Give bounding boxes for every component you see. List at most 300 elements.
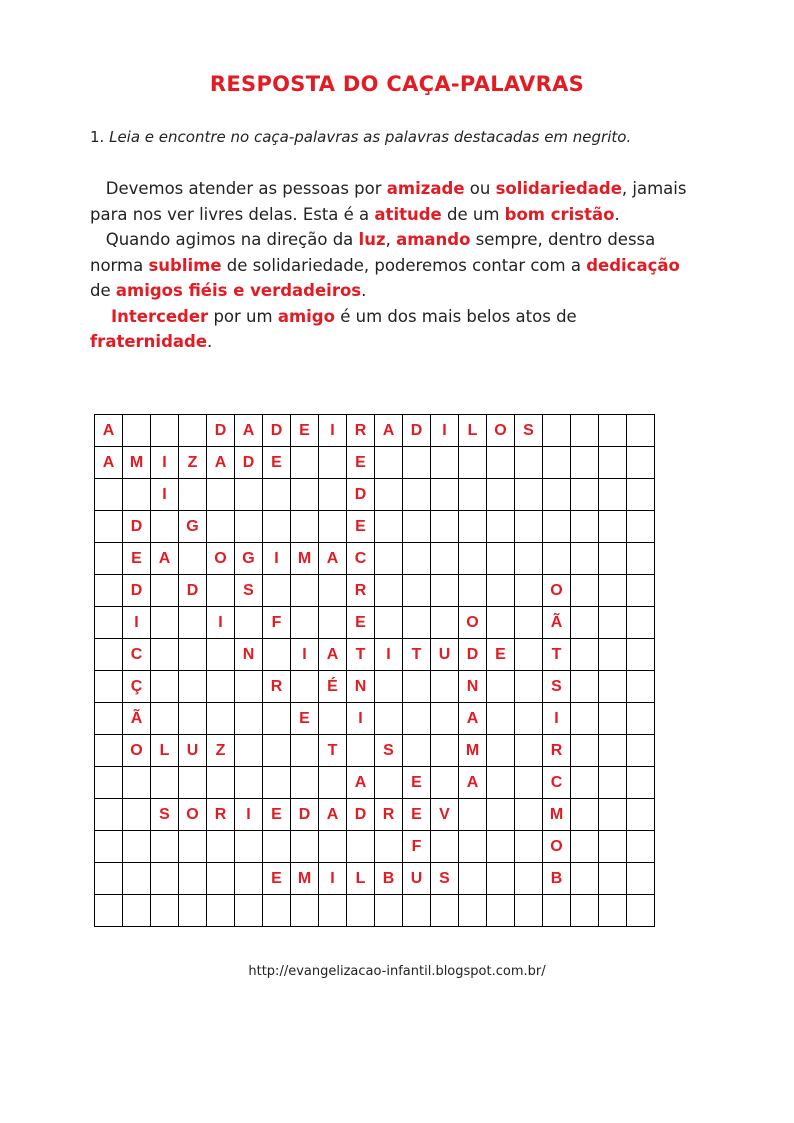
grid-cell xyxy=(235,511,263,543)
paragraph-text: norma xyxy=(90,255,149,275)
grid-cell xyxy=(151,607,179,639)
grid-cell xyxy=(319,767,347,799)
grid-cell: M xyxy=(291,543,319,575)
grid-cell xyxy=(291,831,319,863)
paragraph-text: , jamais xyxy=(621,179,687,198)
paragraph-line xyxy=(90,253,730,279)
grid-cell xyxy=(347,735,375,767)
grid-cell xyxy=(571,447,599,479)
grid-cell xyxy=(95,607,123,639)
grid-cell: Ã xyxy=(543,607,571,639)
grid-cell xyxy=(123,895,151,927)
grid-cell xyxy=(95,575,123,607)
grid-cell xyxy=(543,447,571,479)
grid-cell: I xyxy=(235,799,263,831)
grid-cell xyxy=(627,799,655,831)
grid-cell: M xyxy=(459,735,487,767)
grid-cell xyxy=(235,735,263,767)
grid-cell xyxy=(571,639,599,671)
grid-cell xyxy=(179,415,207,447)
highlighted-word: dedicação xyxy=(586,255,680,275)
highlighted-word: amigo xyxy=(277,306,335,326)
paragraph-text: . xyxy=(207,332,213,351)
grid-cell: I xyxy=(207,607,235,639)
grid-cell: D xyxy=(179,575,207,607)
grid-cell: E xyxy=(263,447,291,479)
grid-row xyxy=(95,639,655,671)
paragraph-text: de xyxy=(90,281,116,300)
paragraph-text: , xyxy=(385,230,397,249)
grid-cell xyxy=(291,671,319,703)
grid-cell xyxy=(123,479,151,511)
grid-cell xyxy=(263,895,291,927)
grid-cell xyxy=(319,831,347,863)
grid-cell xyxy=(599,895,627,927)
grid-cell: I xyxy=(319,863,347,895)
grid-cell xyxy=(291,511,319,543)
grid-cell xyxy=(571,607,599,639)
grid-cell xyxy=(627,607,655,639)
grid-cell: F xyxy=(403,831,431,863)
instruction-number: 1. xyxy=(90,128,105,146)
grid-cell xyxy=(459,479,487,511)
grid-cell: C xyxy=(347,543,375,575)
grid-cell xyxy=(515,511,543,543)
paragraph-text xyxy=(90,307,111,326)
grid-cell: O xyxy=(487,415,515,447)
grid-cell xyxy=(599,447,627,479)
grid-cell: I xyxy=(431,415,459,447)
grid-cell xyxy=(627,575,655,607)
grid-cell: A xyxy=(347,767,375,799)
grid-cell xyxy=(179,607,207,639)
grid-cell xyxy=(571,671,599,703)
grid-cell xyxy=(627,671,655,703)
grid-cell xyxy=(235,607,263,639)
grid-cell: E xyxy=(403,767,431,799)
grid-cell: O xyxy=(543,831,571,863)
grid-cell xyxy=(291,895,319,927)
grid-cell xyxy=(95,543,123,575)
grid-cell: E xyxy=(347,511,375,543)
grid-cell: É xyxy=(319,671,347,703)
grid-cell xyxy=(543,479,571,511)
grid-cell xyxy=(179,703,207,735)
grid-cell: M xyxy=(123,447,151,479)
grid-cell: Ã xyxy=(123,703,151,735)
grid-cell xyxy=(487,511,515,543)
grid-cell: T xyxy=(403,639,431,671)
grid-cell xyxy=(599,543,627,575)
grid-cell xyxy=(95,831,123,863)
grid-cell: R xyxy=(347,575,375,607)
highlighted-word: bom cristão xyxy=(504,204,615,224)
grid-cell xyxy=(235,895,263,927)
highlighted-word: atitude xyxy=(374,204,442,224)
grid-cell xyxy=(487,863,515,895)
grid-row xyxy=(95,735,655,767)
grid-cell: O xyxy=(207,543,235,575)
grid-cell xyxy=(599,511,627,543)
grid-cell xyxy=(431,895,459,927)
grid-cell: N xyxy=(347,671,375,703)
grid-cell xyxy=(179,863,207,895)
grid-cell xyxy=(627,831,655,863)
grid-cell xyxy=(207,767,235,799)
grid-cell: E xyxy=(263,799,291,831)
grid-cell xyxy=(123,831,151,863)
grid-cell xyxy=(179,767,207,799)
grid-cell xyxy=(151,703,179,735)
grid-cell xyxy=(571,575,599,607)
grid-cell xyxy=(431,575,459,607)
grid-cell: I xyxy=(291,639,319,671)
grid-cell: I xyxy=(151,479,179,511)
grid-cell xyxy=(599,767,627,799)
grid-cell: L xyxy=(459,415,487,447)
highlighted-word: amigos fiéis e verdadeiros xyxy=(115,281,362,300)
grid-cell: G xyxy=(235,543,263,575)
grid-cell xyxy=(403,575,431,607)
grid-cell: L xyxy=(151,735,179,767)
paragraph-text: . xyxy=(361,281,367,300)
grid-cell xyxy=(95,799,123,831)
grid-cell xyxy=(347,895,375,927)
grid-cell xyxy=(375,831,403,863)
grid-row xyxy=(95,895,655,927)
grid-cell xyxy=(319,895,347,927)
grid-cell xyxy=(487,479,515,511)
grid-cell xyxy=(179,639,207,671)
grid-cell xyxy=(599,575,627,607)
grid-cell xyxy=(487,607,515,639)
grid-cell: S xyxy=(235,575,263,607)
grid-cell: T xyxy=(543,639,571,671)
grid-cell xyxy=(179,831,207,863)
grid-cell xyxy=(459,799,487,831)
grid-cell: A xyxy=(319,543,347,575)
grid-cell xyxy=(151,767,179,799)
grid-cell xyxy=(291,767,319,799)
grid-cell xyxy=(403,447,431,479)
grid-cell xyxy=(375,479,403,511)
grid-cell: U xyxy=(403,863,431,895)
grid-cell xyxy=(179,543,207,575)
grid-cell xyxy=(515,575,543,607)
grid-cell xyxy=(487,767,515,799)
grid-cell: F xyxy=(263,607,291,639)
grid-cell xyxy=(263,511,291,543)
grid-cell xyxy=(95,735,123,767)
grid-cell xyxy=(487,895,515,927)
grid-cell xyxy=(571,863,599,895)
grid-cell xyxy=(487,735,515,767)
grid-cell xyxy=(151,831,179,863)
grid-cell xyxy=(627,895,655,927)
grid-cell xyxy=(123,863,151,895)
grid-cell: S xyxy=(431,863,459,895)
grid-cell xyxy=(375,511,403,543)
page-title: RESPOSTA DO CAÇA-PALAVRAS xyxy=(209,72,585,96)
grid-cell xyxy=(487,799,515,831)
grid-cell xyxy=(263,703,291,735)
grid-cell xyxy=(207,639,235,671)
grid-cell xyxy=(151,639,179,671)
grid-cell xyxy=(431,671,459,703)
grid-cell xyxy=(515,863,543,895)
grid-cell xyxy=(627,863,655,895)
grid-cell xyxy=(571,479,599,511)
grid-cell xyxy=(123,415,151,447)
grid-cell: A xyxy=(207,447,235,479)
paragraph-line xyxy=(90,304,730,330)
grid-cell xyxy=(487,831,515,863)
text-paragraph xyxy=(90,176,730,355)
grid-cell xyxy=(95,703,123,735)
grid-cell xyxy=(627,639,655,671)
grid-cell: I xyxy=(319,415,347,447)
grid-row xyxy=(95,607,655,639)
grid-cell xyxy=(487,671,515,703)
grid-cell xyxy=(487,575,515,607)
grid-cell xyxy=(515,607,543,639)
grid-cell xyxy=(319,607,347,639)
grid-cell xyxy=(291,479,319,511)
grid-cell xyxy=(599,863,627,895)
grid-cell xyxy=(319,447,347,479)
grid-cell: A xyxy=(95,447,123,479)
grid-cell xyxy=(543,895,571,927)
grid-cell xyxy=(375,767,403,799)
grid-cell xyxy=(487,703,515,735)
grid-row xyxy=(95,543,655,575)
grid-cell xyxy=(431,447,459,479)
grid-cell xyxy=(515,479,543,511)
grid-cell xyxy=(151,863,179,895)
grid-cell xyxy=(319,575,347,607)
grid-cell xyxy=(207,479,235,511)
grid-cell xyxy=(431,735,459,767)
grid-cell: C xyxy=(123,639,151,671)
grid-cell: A xyxy=(459,703,487,735)
grid-cell xyxy=(263,735,291,767)
grid-cell: U xyxy=(431,639,459,671)
grid-cell: A xyxy=(319,639,347,671)
grid-cell xyxy=(403,543,431,575)
grid-cell: D xyxy=(347,799,375,831)
grid-cell xyxy=(571,415,599,447)
grid-cell xyxy=(375,447,403,479)
grid-row xyxy=(95,831,655,863)
grid-cell xyxy=(599,415,627,447)
paragraph-text: sempre, dentro dessa xyxy=(470,230,656,249)
grid-cell xyxy=(207,671,235,703)
grid-cell xyxy=(151,511,179,543)
grid-cell: Ç xyxy=(123,671,151,703)
grid-row xyxy=(95,863,655,895)
grid-cell xyxy=(431,479,459,511)
grid-cell xyxy=(599,735,627,767)
grid-cell: T xyxy=(347,639,375,671)
grid-cell xyxy=(291,447,319,479)
grid-cell xyxy=(627,735,655,767)
grid-cell xyxy=(431,607,459,639)
grid-cell xyxy=(571,735,599,767)
grid-cell xyxy=(403,479,431,511)
grid-cell xyxy=(319,703,347,735)
grid-cell: N xyxy=(459,671,487,703)
grid-row xyxy=(95,511,655,543)
grid-cell: D xyxy=(235,447,263,479)
grid-cell: E xyxy=(403,799,431,831)
grid-cell: A xyxy=(235,415,263,447)
grid-cell xyxy=(95,639,123,671)
grid-cell: I xyxy=(347,703,375,735)
grid-cell xyxy=(599,799,627,831)
grid-cell xyxy=(95,479,123,511)
grid-cell: R xyxy=(543,735,571,767)
grid-cell: I xyxy=(543,703,571,735)
grid-cell: E xyxy=(123,543,151,575)
grid-cell xyxy=(95,863,123,895)
grid-cell: S xyxy=(375,735,403,767)
grid-cell xyxy=(95,671,123,703)
grid-cell xyxy=(403,671,431,703)
grid-cell xyxy=(235,831,263,863)
grid-cell xyxy=(459,543,487,575)
grid-row xyxy=(95,767,655,799)
grid-cell xyxy=(515,543,543,575)
grid-cell xyxy=(459,863,487,895)
grid-cell: D xyxy=(459,639,487,671)
grid-cell xyxy=(375,671,403,703)
paragraph-text: é um dos mais belos atos de xyxy=(334,306,577,326)
grid-cell xyxy=(207,831,235,863)
grid-cell xyxy=(235,479,263,511)
grid-cell xyxy=(291,607,319,639)
grid-cell xyxy=(403,895,431,927)
grid-cell xyxy=(403,607,431,639)
grid-cell xyxy=(515,703,543,735)
grid-cell xyxy=(459,895,487,927)
grid-cell: G xyxy=(179,511,207,543)
grid-cell xyxy=(207,895,235,927)
grid-cell xyxy=(599,703,627,735)
grid-cell xyxy=(95,767,123,799)
grid-cell xyxy=(571,799,599,831)
grid-cell: B xyxy=(375,863,403,895)
grid-cell xyxy=(375,895,403,927)
grid-cell xyxy=(403,511,431,543)
grid-row xyxy=(95,415,655,447)
grid-cell xyxy=(599,831,627,863)
grid-cell: S xyxy=(543,671,571,703)
grid-cell xyxy=(571,703,599,735)
grid-cell xyxy=(123,799,151,831)
grid-cell: D xyxy=(291,799,319,831)
grid-cell: N xyxy=(235,639,263,671)
grid-cell xyxy=(515,895,543,927)
grid-cell xyxy=(179,895,207,927)
grid-cell xyxy=(207,703,235,735)
grid-cell xyxy=(207,863,235,895)
grid-cell xyxy=(543,511,571,543)
grid-cell: A xyxy=(319,799,347,831)
grid-row xyxy=(95,799,655,831)
grid-cell: A xyxy=(375,415,403,447)
grid-cell: C xyxy=(543,767,571,799)
grid-cell: O xyxy=(543,575,571,607)
grid-cell: I xyxy=(375,639,403,671)
word-search-grid xyxy=(94,414,655,927)
highlighted-word: luz xyxy=(358,230,386,249)
grid-cell: A xyxy=(459,767,487,799)
highlighted-word: amando xyxy=(396,230,471,249)
grid-cell xyxy=(599,671,627,703)
grid-cell: Z xyxy=(207,735,235,767)
grid-cell xyxy=(627,447,655,479)
paragraph-text: de um xyxy=(441,204,505,224)
grid-cell: R xyxy=(375,799,403,831)
grid-cell xyxy=(207,575,235,607)
grid-cell: E xyxy=(291,703,319,735)
grid-cell xyxy=(627,703,655,735)
grid-cell: U xyxy=(179,735,207,767)
grid-cell xyxy=(319,511,347,543)
grid-cell xyxy=(599,607,627,639)
grid-cell xyxy=(431,767,459,799)
grid-cell xyxy=(291,735,319,767)
grid-cell xyxy=(627,479,655,511)
grid-cell: I xyxy=(123,607,151,639)
grid-cell xyxy=(571,511,599,543)
grid-cell: E xyxy=(347,607,375,639)
grid-cell xyxy=(543,543,571,575)
grid-cell xyxy=(515,799,543,831)
grid-cell xyxy=(263,479,291,511)
grid-cell xyxy=(627,767,655,799)
grid-cell xyxy=(235,767,263,799)
grid-cell: S xyxy=(151,799,179,831)
grid-cell: L xyxy=(347,863,375,895)
grid-cell xyxy=(263,831,291,863)
grid-cell xyxy=(627,543,655,575)
grid-cell: M xyxy=(291,863,319,895)
grid-cell xyxy=(515,639,543,671)
grid-cell: D xyxy=(123,511,151,543)
grid-cell xyxy=(403,703,431,735)
grid-row xyxy=(95,479,655,511)
grid-cell: B xyxy=(543,863,571,895)
grid-cell xyxy=(263,767,291,799)
grid-cell xyxy=(151,671,179,703)
grid-cell xyxy=(571,831,599,863)
grid-cell xyxy=(515,767,543,799)
grid-cell xyxy=(459,511,487,543)
grid-cell xyxy=(235,703,263,735)
grid-cell xyxy=(403,735,431,767)
grid-cell xyxy=(599,639,627,671)
paragraph-text: Quando agimos na direção da xyxy=(90,230,359,249)
grid-cell xyxy=(627,415,655,447)
grid-cell xyxy=(179,671,207,703)
grid-cell xyxy=(515,735,543,767)
highlighted-word: fraternidade xyxy=(90,332,208,351)
grid-cell xyxy=(487,543,515,575)
paragraph-text: de solidariedade, poderemos contar com a xyxy=(221,255,587,275)
grid-cell: M xyxy=(543,799,571,831)
grid-cell xyxy=(599,479,627,511)
